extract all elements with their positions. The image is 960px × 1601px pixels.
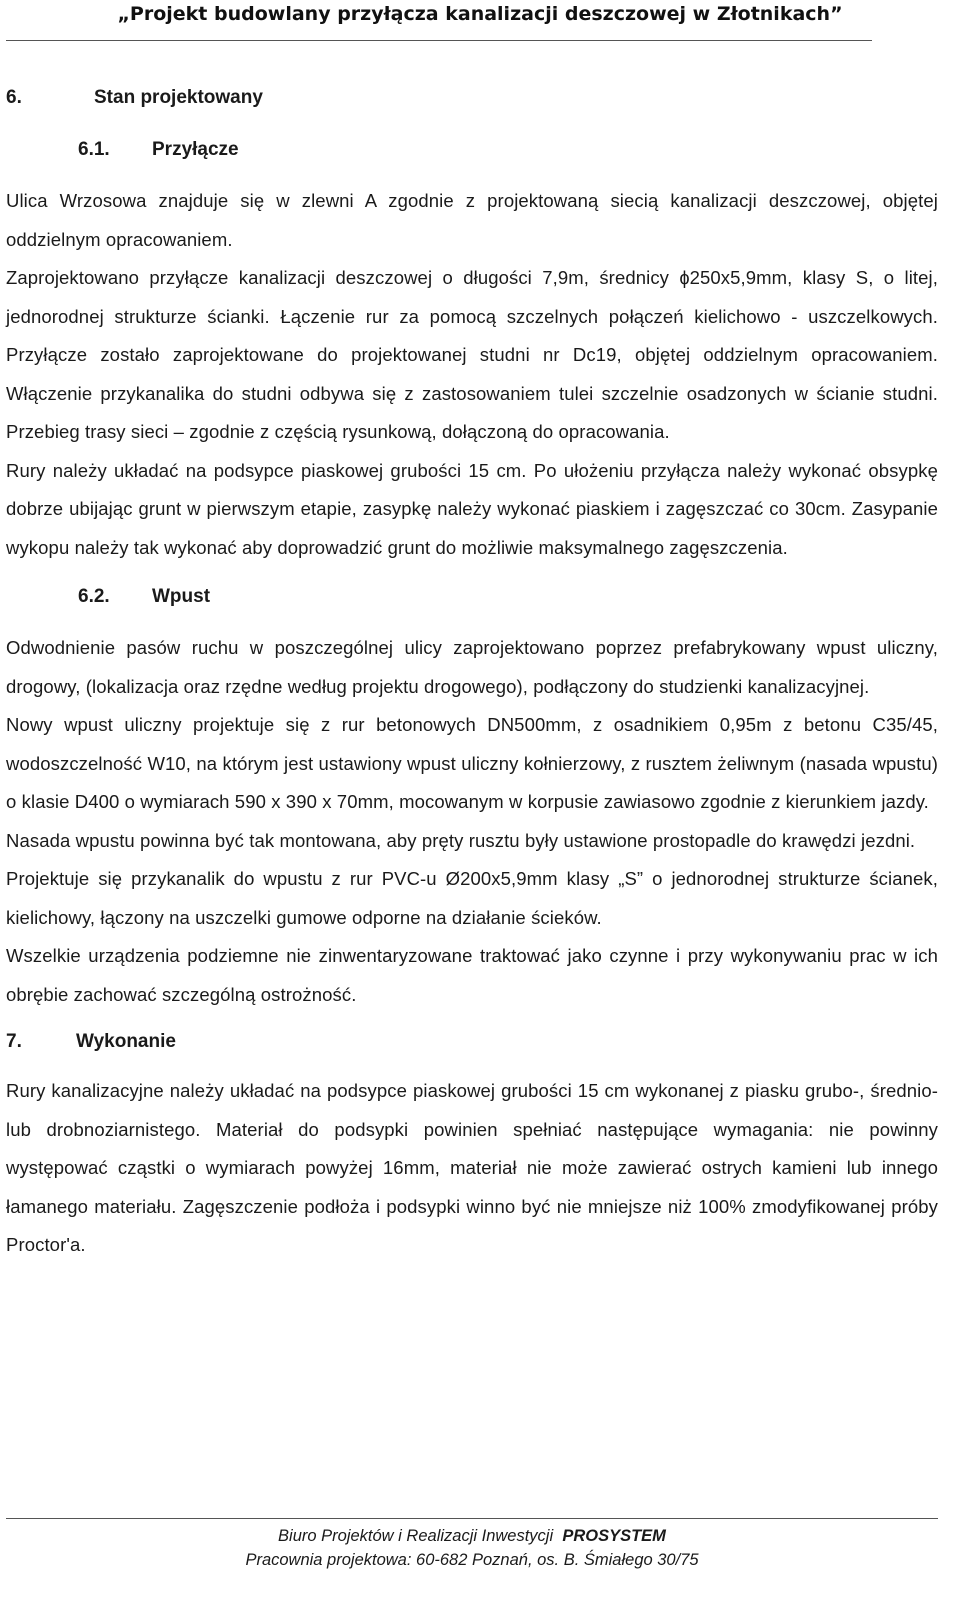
section-6-1-title: Przyłącze [152,139,239,160]
section-6-1-number: 6.1. [78,139,110,160]
section-6-heading [6,78,938,118]
paragraph-6-2-e: Wszelkie urządzenia podziemne nie zinwentaryzowane traktować jako czynne i przy wykonywaniu prac w ich obrębie zachować szczególną ostrożność. [6,945,938,1005]
paragraph-6-2-a: Odwodnienie pasów ruchu w poszczególnej ulicy zaprojektowano poprzez prefabrykowany wpust uliczny, drogowy, (lokalizacja oraz rzędne według projektu drogowego), podłączony do studzienki kanalizacyjnej. [6,637,938,697]
document-header-title: „Projekt budowlany przyłącza kanalizacji deszczowej w Złotnikach” [117,3,843,25]
section-6-number: 6. [6,87,22,108]
section-7-heading [6,1022,938,1062]
paragraph-6-1-a: Ulica Wrzosowa znajduje się w zlewni A zgodnie z projektowaną siecią kanalizacji deszczowej, objętej oddzielnym opracowaniem. [6,190,938,250]
section-6-title: Stan projektowany [94,87,263,108]
section-6-1-heading [6,130,938,170]
section-7-number: 7. [6,1031,22,1052]
footer-divider [6,1518,938,1519]
section-7-title: Wykonanie [76,1031,176,1052]
document-footer [0,1524,944,1572]
document-body [6,78,938,1265]
footer-company-name: Biuro Projektów i Realizacji Inwestycji [278,1527,554,1545]
section-6-2-heading [6,577,938,617]
paragraph-6-2-c: Nasada wpustu powinna być tak montowana, aby pręty rusztu były ustawione prostopadle do krawędzi jezdni. [6,829,916,851]
paragraph-6-1-c: Rury należy układać na podsypce piaskowej grubości 15 cm. Po ułożeniu przyłącza należy wykonać obsypkę dobrze ubijając grunt w pierwszym etapie, zasypkę należy wykonać piaskiem i zagęszczać co 30cm. Zasypanie wykopu należy tak wykonać aby doprowadzić grunt do możliwie maksymalnego zagęszczenia. [6,459,938,558]
paragraph-6-2-d: Projektuje się przykanalik do wpustu z rur PVC-u Ø200x5,9mm klasy „S” o jednorodnej strukturze ścianek, kielichowy, łączony na uszczelki gumowe odporne na działanie ścieków. [6,868,938,928]
header-divider [6,40,872,41]
section-6-2-number: 6.2. [78,586,110,607]
footer-brand: PROSYSTEM [562,1527,666,1545]
paragraph-6-1-b: Zaprojektowano przyłącze kanalizacji deszczowej o długości 7,9m, średnicy ɸ250x5,9mm, klasy S, o litej, jednorodnej strukturze ścianki. Łączenie rur za pomocą szczelnych połączeń kielichowo - uszczelkowych. Przyłącze zostało zaprojektowane do projektowanej studni nr Dc19, objętej oddzielnym opracowaniem. Włączenie przykanalika do studni odbywa się z zastosowaniem tulei szczelnie osadzonych w ścianie studni. Przebieg trasy sieci – zgodnie z częścią rysunkową, dołączoną do opracowania. [6,267,938,442]
paragraph-6-2-b: Nowy wpust uliczny projektuje się z rur betonowych DN500mm, z osadnikiem 0,95m z betonu C35/45, wodoszczelność W10, na którym jest ustawiony wpust uliczny kołnierzowy, z rusztem żeliwnym (nasada wpustu) o klasie D400 o wymiarach 590 x 390 x 70mm, mocowanym w korpusie zawiasowo zgodnie z kierunkiem jazdy. [6,714,938,812]
paragraph-7-a: Rury kanalizacyjne należy układać na podsypce piaskowej grubości 15 cm wykonanej z piasku grubo-, średnio- lub drobnoziarnistego. Materiał do podsypki powinien spełniać następujące wymagania: nie powinny występować cząstki o wymiarach powyżej 16mm, materiał nie może zawierać ostrych kamieni lub innego łamanego materiału. Zagęszczenie podłoża i podsypki winno być nie mniejsze niż 100% zmodyfikowanej próby Proctor'a. [6,1080,938,1255]
footer-line-2: Pracownia projektowa: 60-682 Poznań, os. B. Śmiałego 30/75 [245,1551,699,1569]
footer-line-1 [0,1524,944,1548]
section-6-2-title: Wpust [152,586,211,607]
